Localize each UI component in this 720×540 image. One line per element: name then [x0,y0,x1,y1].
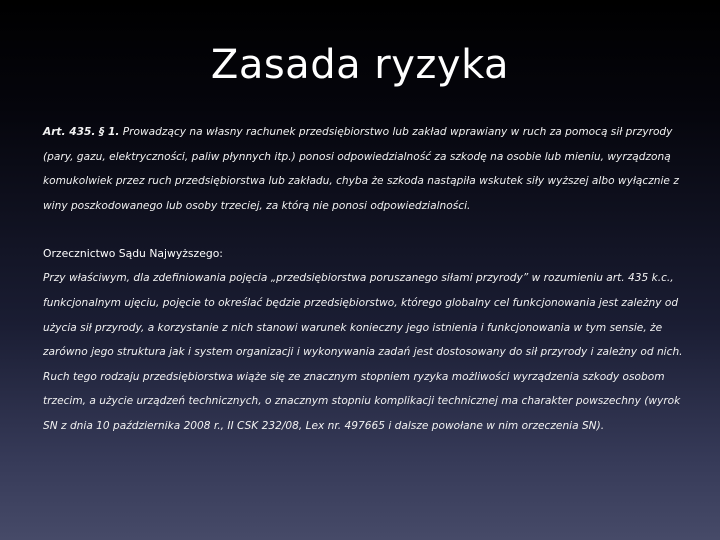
case-law-heading: Orzecznictwo Sądu Najwyższego: [43,247,223,261]
case-law-text: Przy właściwym, dla zdefiniowania pojęcia „przedsiębiorstwa poruszanego siłami przyrody” w rozumieniu art. 435 k.c., funkcjonalnym ujęciu, pojęcie to określać będzie przedsiębiorstwo, którego globalny cel funkcjonowania jest zależny od użycia sił przyrody, a korzystanie z nich stanowi warunek konieczny jego istnienia i funkcjonowania w tym sensie, że zarówno jego struktura jak i system organizacji i wykonywania zadań jest dostosowany do sił przyrody i zależny od nich. Ruch tego rodzaju przedsiębiorstwa wiąże się ze znacznym stopniem ryzyka możliwości wyrządzenia szkody osobom trzecim, a użycie urządzeń technicznych, o znacznym stopniu komplikacji technicznej ma charakter powszechny (wyrok SN z dnia 10 października 2008 r., II CSK 232/08, Lex nr. 497665 i dalsze powołane w nim orzeczenia SN). [43,272,683,432]
article-reference: Art. 435. § 1. [43,126,120,138]
article-paragraph [43,120,683,218]
paragraph-gap [43,218,683,242]
slide-title: Zasada ryzyka [210,42,510,88]
article-text: Prowadzący na własny rachunek przedsiębiorstwo lub zakład wprawiany w ruch za pomocą sił przyrody (pary, gazu, elektryczności, paliw płynnych itp.) ponosi odpowiedzialność za szkodę na osobie lub mieniu, wyrządzoną komukolwiek przez ruch przedsiębiorstwa lub zakładu, chyba że szkoda nastąpiła wskutek siły wyższej albo wyłącznie z winy poszkodowanego lub osoby trzeciej, za którą nie ponosi odpowiedzialności. [43,126,679,212]
slide-body [43,120,683,439]
